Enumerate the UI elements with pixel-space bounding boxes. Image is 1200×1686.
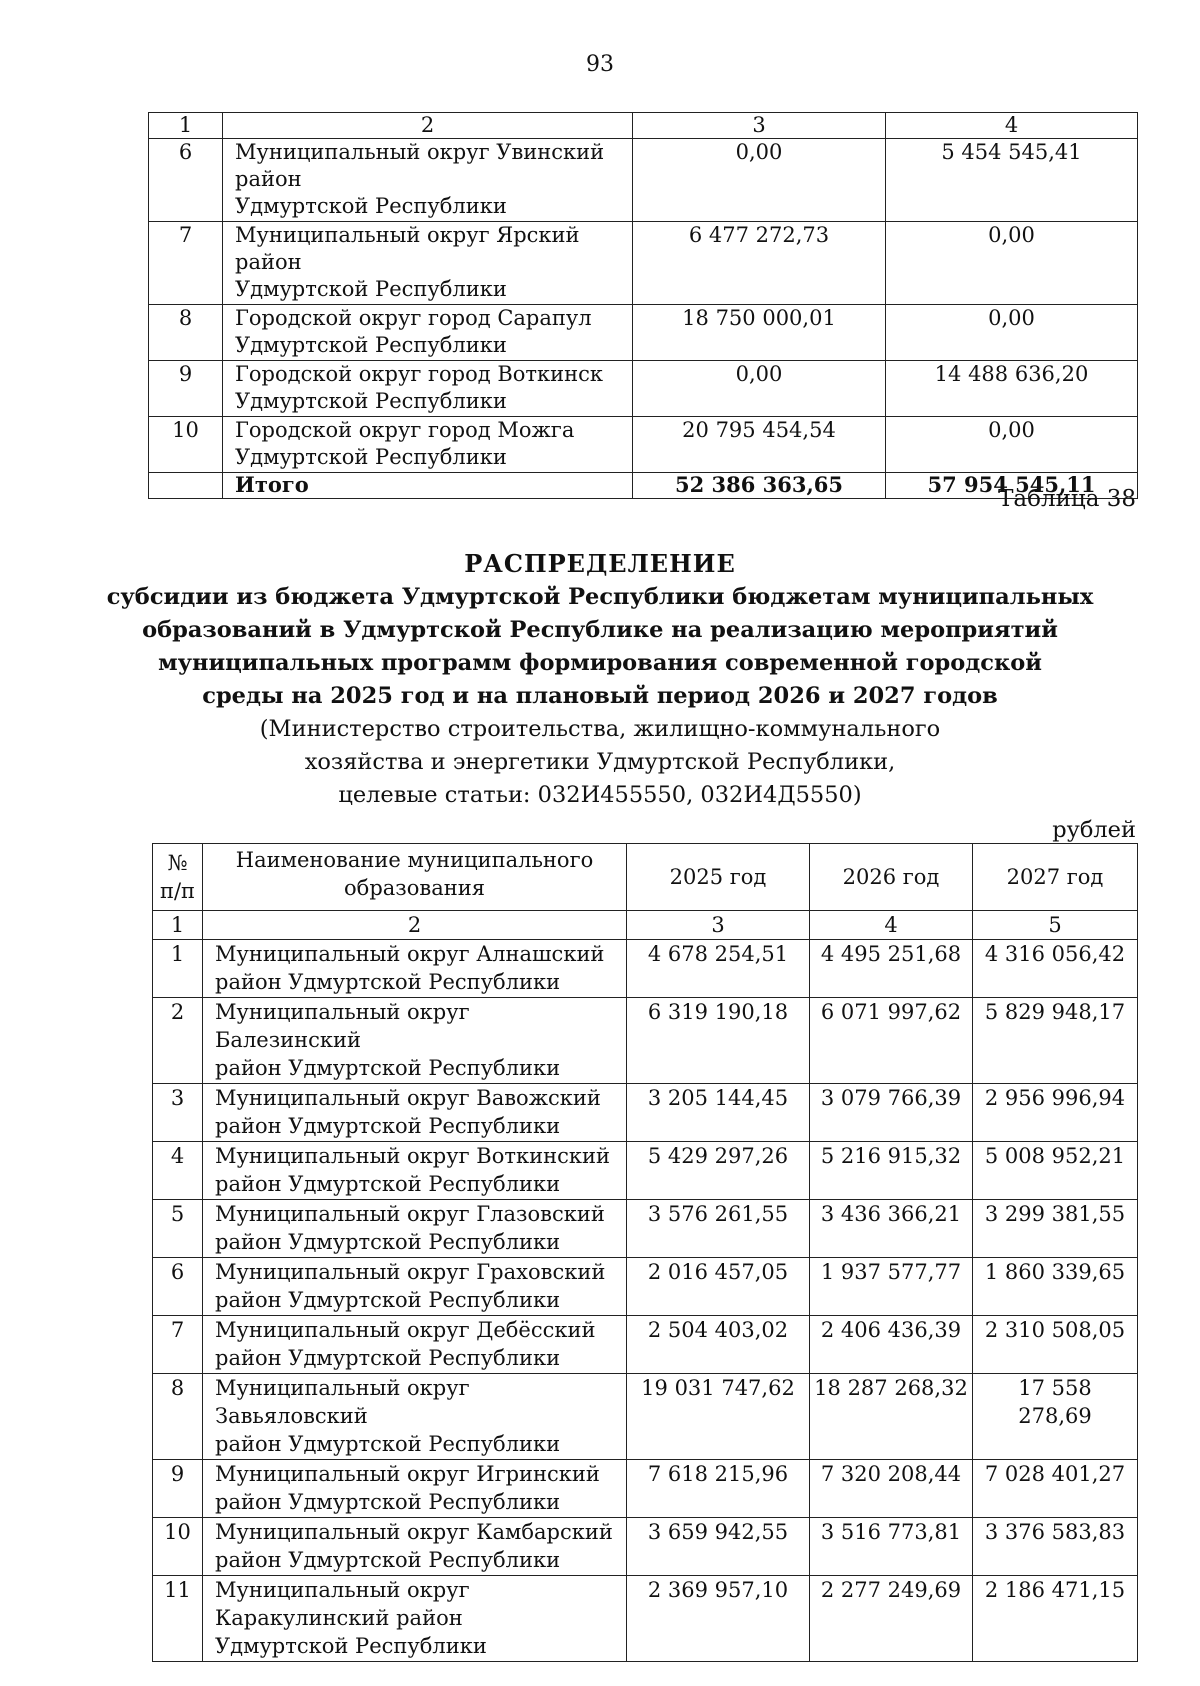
- table-header-row: [153, 844, 1138, 911]
- municipality-name: [203, 1316, 627, 1374]
- table-row: [153, 1460, 1138, 1518]
- value-cell: 0,00: [886, 222, 1138, 305]
- municipality-name: [203, 1518, 627, 1576]
- municipality-name: [223, 417, 633, 473]
- name-line: Муниципальный округ Вавожский: [215, 1086, 601, 1110]
- value-cell: 0,00: [886, 305, 1138, 361]
- continued-table: [148, 112, 1138, 499]
- name-line: Удмуртской Республики: [235, 277, 507, 301]
- name-line: Муниципальный округ Глазовский: [215, 1202, 605, 1226]
- table-row: [153, 1084, 1138, 1142]
- row-number: 7: [153, 1316, 203, 1374]
- name-line: Муниципальный округ Балезинский: [215, 1000, 470, 1052]
- distribution-table: [152, 843, 1138, 1662]
- value-2027: 2 956 996,94: [973, 1084, 1138, 1142]
- table-row: [153, 1200, 1138, 1258]
- value-2027: 7 028 401,27: [973, 1460, 1138, 1518]
- name-line: Муниципальный округ Ярский район: [235, 223, 580, 274]
- name-line: Каракулинский район: [215, 1606, 463, 1630]
- column-number-cell: 1: [153, 911, 203, 940]
- value-2025: 7 618 215,96: [627, 1460, 810, 1518]
- name-line: Муниципальный округ Алнашский: [215, 942, 605, 966]
- value-2025: 3 659 942,55: [627, 1518, 810, 1576]
- column-number-cell: 3: [633, 113, 886, 139]
- name-line: Муниципальный округ Граховский: [215, 1260, 606, 1284]
- value-2027: 2 310 508,05: [973, 1316, 1138, 1374]
- heading-subtitle-line: субсидии из бюджета Удмуртской Республики бюджетам муниципальных: [106, 584, 1094, 610]
- municipality-name: [203, 940, 627, 998]
- value-2026: 7 320 208,44: [810, 1460, 973, 1518]
- value-2027: 3 376 583,83: [973, 1518, 1138, 1576]
- name-line: Удмуртской Республики: [235, 333, 507, 357]
- value-2027: 3 299 381,55: [973, 1200, 1138, 1258]
- name-line: Муниципальный округ Воткинский: [215, 1144, 610, 1168]
- header-2027: 2027 год: [973, 844, 1138, 911]
- total-label: Итого: [223, 473, 633, 499]
- name-line: Городской округ город Воткинск: [235, 362, 604, 386]
- municipality-name: [203, 1258, 627, 1316]
- municipality-name: [203, 1142, 627, 1200]
- row-number: 7: [149, 222, 223, 305]
- header-line: образования: [344, 876, 485, 900]
- name-line: Городской округ город Можга: [235, 418, 575, 442]
- municipality-name: [223, 305, 633, 361]
- row-number: 8: [153, 1374, 203, 1460]
- value-2026: 4 495 251,68: [810, 940, 973, 998]
- name-line: Удмуртской Республики: [235, 194, 507, 218]
- name-line: район Удмуртской Республики: [215, 1432, 561, 1456]
- total-row: [149, 473, 1138, 499]
- row-number: 5: [153, 1200, 203, 1258]
- heading-subtitle-line: муниципальных программ формирования современной городской: [158, 650, 1042, 676]
- name-line: Муниципальный округ Завьяловский: [215, 1376, 470, 1428]
- table-row: [149, 305, 1138, 361]
- value-cell: 14 488 636,20: [886, 361, 1138, 417]
- table-row: [153, 1374, 1138, 1460]
- value-2025: 5 429 297,26: [627, 1142, 810, 1200]
- value-cell: 20 795 454,54: [633, 417, 886, 473]
- municipality-name: [203, 1084, 627, 1142]
- name-line: Муниципальный округ Камбарский: [215, 1520, 613, 1544]
- table-row: [149, 417, 1138, 473]
- value-2027: 1 860 339,65: [973, 1258, 1138, 1316]
- value-2027: 5 008 952,21: [973, 1142, 1138, 1200]
- column-number-cell: 2: [223, 113, 633, 139]
- header-line: №: [167, 851, 188, 875]
- header-name: [203, 844, 627, 911]
- table-label: Таблица 38: [998, 486, 1136, 512]
- name-line: Городской округ город Сарапул: [235, 306, 592, 330]
- name-line: район Удмуртской Республики: [215, 1056, 561, 1080]
- value-cell: 0,00: [633, 361, 886, 417]
- name-line: район Удмуртской Республики: [215, 1114, 561, 1138]
- column-number-cell: 4: [886, 113, 1138, 139]
- row-number: 9: [149, 361, 223, 417]
- municipality-name: [223, 361, 633, 417]
- name-line: Муниципальный округ Дебёсский: [215, 1318, 596, 1342]
- column-number-cell: 5: [973, 911, 1138, 940]
- column-number-cell: 2: [203, 911, 627, 940]
- name-line: район Удмуртской Республики: [215, 1230, 561, 1254]
- value-cell: 6 477 272,73: [633, 222, 886, 305]
- value-cell: 18 750 000,01: [633, 305, 886, 361]
- table-row: [153, 1518, 1138, 1576]
- name-line: район Удмуртской Республики: [215, 1346, 561, 1370]
- name-line: район Удмуртской Республики: [215, 970, 561, 994]
- name-line: район Удмуртской Республики: [215, 1490, 561, 1514]
- page-number: 93: [586, 52, 614, 77]
- column-number-cell: 4: [810, 911, 973, 940]
- municipality-name: [223, 139, 633, 222]
- name-line: район Удмуртской Республики: [215, 1548, 561, 1572]
- heading-subtitle-line: среды на 2025 год и на плановый период 2026 и 2027 годов: [202, 683, 998, 709]
- row-number: 9: [153, 1460, 203, 1518]
- row-number: 11: [153, 1576, 203, 1662]
- row-number: 6: [153, 1258, 203, 1316]
- value-2026: 2 277 249,69: [810, 1576, 973, 1662]
- total-value: 52 386 363,65: [633, 473, 886, 499]
- table-row: [149, 361, 1138, 417]
- value-2027: 2 186 471,15: [973, 1576, 1138, 1662]
- value-2027: 4 316 056,42: [973, 940, 1138, 998]
- name-line: Удмуртской Республики: [235, 445, 507, 469]
- table-row: [153, 998, 1138, 1084]
- value-2027: [973, 1374, 1138, 1460]
- name-line: район Удмуртской Республики: [215, 1172, 561, 1196]
- row-number: 6: [149, 139, 223, 222]
- value-2026: 1 937 577,77: [810, 1258, 973, 1316]
- column-numbers-row: [153, 911, 1138, 940]
- value-2026: 3 516 773,81: [810, 1518, 973, 1576]
- heading-title: РАСПРЕДЕЛЕНИЕ: [464, 549, 736, 578]
- value-2025: 19 031 747,62: [627, 1374, 810, 1460]
- table-row: [153, 940, 1138, 998]
- value-2026: 3 436 366,21: [810, 1200, 973, 1258]
- table-row: [153, 1576, 1138, 1662]
- value-2025: 3 205 144,45: [627, 1084, 810, 1142]
- municipality-name: [203, 998, 627, 1084]
- header-2026: 2026 год: [810, 844, 973, 911]
- row-number: 4: [153, 1142, 203, 1200]
- value-2025: 6 319 190,18: [627, 998, 810, 1084]
- value-2026: 2 406 436,39: [810, 1316, 973, 1374]
- value-line: 278,69: [1018, 1404, 1092, 1428]
- value-2026: 3 079 766,39: [810, 1084, 973, 1142]
- row-number: 3: [153, 1084, 203, 1142]
- column-number-cell: 1: [149, 113, 223, 139]
- ministry-line: (Министерство строительства, жилищно-коммунального: [259, 716, 941, 742]
- table-row: [149, 139, 1138, 222]
- name-line: Муниципальный округ: [215, 1578, 470, 1602]
- table-row: [153, 1142, 1138, 1200]
- name-line: район Удмуртской Республики: [215, 1288, 561, 1312]
- section-heading: [100, 547, 1100, 812]
- header-line: Наименование муниципального: [235, 848, 594, 872]
- column-number-cell: 3: [627, 911, 810, 940]
- ministry-line: хозяйства и энергетики Удмуртской Республики,: [304, 749, 896, 775]
- value-cell: 5 454 545,41: [886, 139, 1138, 222]
- heading-subtitle-line: образований в Удмуртской Республике на реализацию мероприятий: [142, 617, 1058, 643]
- value-2026: 18 287 268,32: [810, 1374, 973, 1460]
- municipality-name: [203, 1460, 627, 1518]
- table-header-row: [149, 113, 1138, 139]
- value-2027: 5 829 948,17: [973, 998, 1138, 1084]
- row-number: 10: [153, 1518, 203, 1576]
- row-number: 2: [153, 998, 203, 1084]
- header-number: [153, 844, 203, 911]
- value-2025: 2 369 957,10: [627, 1576, 810, 1662]
- name-line: Удмуртской Республики: [235, 389, 507, 413]
- municipality-name: [203, 1576, 627, 1662]
- ministry-line: целевые статьи: 032И455550, 032И4Д5550): [338, 782, 862, 808]
- municipality-name: [203, 1374, 627, 1460]
- table-row: [149, 222, 1138, 305]
- header-line: п/п: [159, 879, 196, 903]
- value-2025: 2 504 403,02: [627, 1316, 810, 1374]
- value-line: 17 558: [1018, 1376, 1092, 1400]
- value-2026: 5 216 915,32: [810, 1142, 973, 1200]
- value-2026: 6 071 997,62: [810, 998, 973, 1084]
- table-row: [153, 1316, 1138, 1374]
- empty-cell: [149, 473, 223, 499]
- value-2025: 3 576 261,55: [627, 1200, 810, 1258]
- row-number: 8: [149, 305, 223, 361]
- row-number: 1: [153, 940, 203, 998]
- name-line: Муниципальный округ Игринский: [215, 1462, 600, 1486]
- municipality-name: [203, 1200, 627, 1258]
- value-cell: 0,00: [633, 139, 886, 222]
- value-2025: 4 678 254,51: [627, 940, 810, 998]
- value-2025: 2 016 457,05: [627, 1258, 810, 1316]
- header-2025: 2025 год: [627, 844, 810, 911]
- municipality-name: [223, 222, 633, 305]
- value-cell: 0,00: [886, 417, 1138, 473]
- total-value: 57 954 545,11: [886, 473, 1138, 499]
- name-line: Удмуртской Республики: [215, 1634, 487, 1658]
- table-row: [153, 1258, 1138, 1316]
- name-line: Муниципальный округ Увинский район: [235, 140, 605, 191]
- row-number: 10: [149, 417, 223, 473]
- units-label: рублей: [1052, 817, 1136, 843]
